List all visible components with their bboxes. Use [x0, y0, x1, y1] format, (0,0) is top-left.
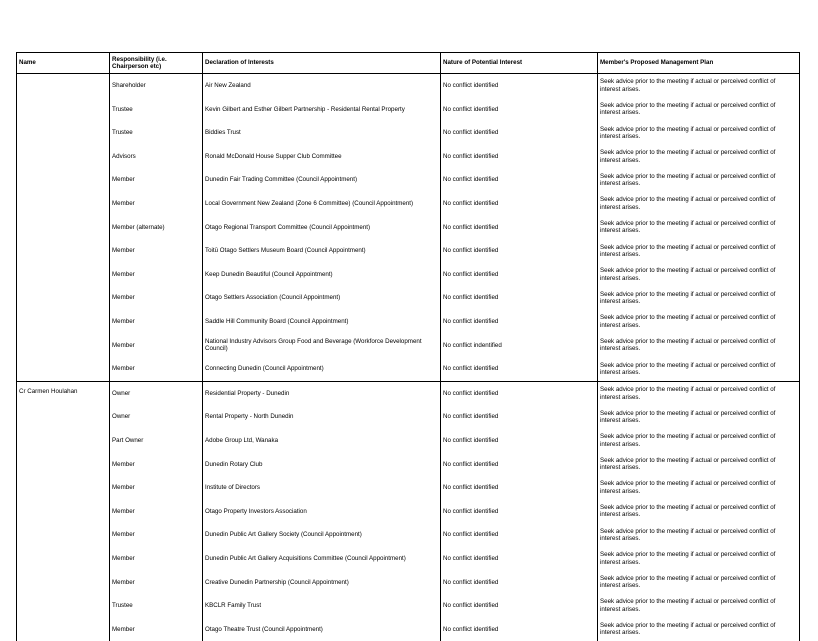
cell-name [17, 98, 110, 122]
cell-responsibility: Member [110, 192, 203, 216]
table-row [17, 500, 800, 524]
cell-plan: Seek advice prior to the meeting if actual or perceived conflict of interest arises. [598, 523, 800, 547]
cell-plan: Seek advice prior to the meeting if actual or perceived conflict of interest arises. [598, 310, 800, 334]
cell-name [17, 594, 110, 618]
cell-declaration: Kevin Gilbert and Esther Gilbert Partnership - Residental Rental Property [203, 98, 441, 122]
cell-name [17, 570, 110, 594]
cell-nature: No conflict identified [441, 476, 598, 500]
cell-name [17, 145, 110, 169]
cell-plan: Seek advice prior to the meeting if actual or perceived conflict of interest arises. [598, 618, 800, 641]
cell-declaration: Air New Zealand [203, 74, 441, 98]
cell-declaration: Biddies Trust [203, 121, 441, 145]
cell-plan: Seek advice prior to the meeting if actual or perceived conflict of interest arises. [598, 500, 800, 524]
table-row [17, 145, 800, 169]
cell-plan: Seek advice prior to the meeting if actual or perceived conflict of interest arises. [598, 239, 800, 263]
cell-declaration: National Industry Advisors Group Food and Beverage (Workforce Development Council) [203, 334, 441, 358]
cell-declaration: Otago Property Investors Association [203, 500, 441, 524]
cell-name [17, 216, 110, 240]
cell-responsibility: Member [110, 618, 203, 641]
cell-name [17, 310, 110, 334]
cell-nature: No conflict identified [441, 570, 598, 594]
cell-name [17, 239, 110, 263]
cell-responsibility: Trustee [110, 121, 203, 145]
cell-declaration: Adobe Group Ltd, Wanaka [203, 429, 441, 453]
cell-responsibility: Owner [110, 405, 203, 429]
header-name: Name [17, 53, 110, 74]
cell-name [17, 334, 110, 358]
cell-responsibility: Member [110, 476, 203, 500]
cell-responsibility: Member [110, 168, 203, 192]
cell-name [17, 192, 110, 216]
cell-responsibility: Advisors [110, 145, 203, 169]
cell-plan: Seek advice prior to the meeting if actual or perceived conflict of interest arises. [598, 121, 800, 145]
cell-responsibility: Trustee [110, 594, 203, 618]
table-row [17, 594, 800, 618]
table-row [17, 239, 800, 263]
cell-declaration: Dunedin Public Art Gallery Acquisitions Committee (Council Appointment) [203, 547, 441, 571]
cell-nature: No conflict identified [441, 216, 598, 240]
cell-nature: No conflict identified [441, 74, 598, 98]
cell-nature: No conflict identified [441, 547, 598, 571]
table-row [17, 192, 800, 216]
cell-name [17, 429, 110, 453]
cell-nature: No conflict identified [441, 357, 598, 381]
cell-responsibility: Member [110, 357, 203, 381]
cell-name [17, 263, 110, 287]
table-row [17, 618, 800, 641]
table-row [17, 216, 800, 240]
cell-name [17, 405, 110, 429]
cell-responsibility: Part Owner [110, 429, 203, 453]
cell-responsibility: Member [110, 334, 203, 358]
cell-responsibility: Member [110, 547, 203, 571]
cell-name [17, 168, 110, 192]
cell-name [17, 476, 110, 500]
cell-nature: No conflict indentified [441, 334, 598, 358]
table-row [17, 357, 800, 381]
cell-responsibility: Trustee [110, 98, 203, 122]
cell-declaration: Rental Property - North Dunedin [203, 405, 441, 429]
cell-responsibility: Owner [110, 381, 203, 405]
table-row [17, 168, 800, 192]
cell-nature: No conflict identified [441, 145, 598, 169]
cell-nature: No conflict identified [441, 523, 598, 547]
header-plan: Member's Proposed Management Plan [598, 53, 800, 74]
cell-declaration: Toitū Otago Settlers Museum Board (Council Appointment) [203, 239, 441, 263]
cell-responsibility: Member [110, 570, 203, 594]
header-declaration: Declaration of Interests [203, 53, 441, 74]
cell-plan: Seek advice prior to the meeting if actual or perceived conflict of interest arises. [598, 334, 800, 358]
cell-plan: Seek advice prior to the meeting if actual or perceived conflict of interest arises. [598, 357, 800, 381]
cell-name [17, 547, 110, 571]
cell-declaration: Dunedin Rotary Club [203, 453, 441, 477]
cell-name [17, 453, 110, 477]
cell-declaration: Local Government New Zealand (Zone 6 Committee) (Council Appointment) [203, 192, 441, 216]
table-row [17, 453, 800, 477]
table-row [17, 310, 800, 334]
cell-name [17, 121, 110, 145]
cell-plan: Seek advice prior to the meeting if actual or perceived conflict of interest arises. [598, 453, 800, 477]
cell-responsibility: Member [110, 310, 203, 334]
cell-name: Cr Carmen Houlahan [17, 381, 110, 405]
table-row [17, 263, 800, 287]
cell-nature: No conflict identified [441, 500, 598, 524]
cell-declaration: Residential Property - Dunedin [203, 381, 441, 405]
header-responsibility: Responsibility (i.e. Chairperson etc) [110, 53, 203, 74]
cell-plan: Seek advice prior to the meeting if actual or perceived conflict of interest arises. [598, 145, 800, 169]
cell-plan: Seek advice prior to the meeting if actual or perceived conflict of interest arises. [598, 263, 800, 287]
cell-nature: No conflict identified [441, 192, 598, 216]
table-row [17, 74, 800, 98]
cell-plan: Seek advice prior to the meeting if actual or perceived conflict of interest arises. [598, 594, 800, 618]
cell-responsibility: Member [110, 500, 203, 524]
table-row [17, 570, 800, 594]
cell-declaration: Otago Regional Transport Committee (Council Appointment) [203, 216, 441, 240]
cell-plan: Seek advice prior to the meeting if actual or perceived conflict of interest arises. [598, 286, 800, 310]
declaration-of-interests-table [16, 52, 800, 641]
cell-declaration: Connecting Dunedin (Council Appointment) [203, 357, 441, 381]
cell-name [17, 500, 110, 524]
cell-declaration: Otago Settlers Association (Council Appointment) [203, 286, 441, 310]
cell-responsibility: Member [110, 453, 203, 477]
table-row [17, 286, 800, 310]
table-row [17, 547, 800, 571]
table-row [17, 98, 800, 122]
cell-plan: Seek advice prior to the meeting if actual or perceived conflict of interest arises. [598, 216, 800, 240]
cell-nature: No conflict identified [441, 286, 598, 310]
cell-name [17, 523, 110, 547]
table-row [17, 381, 800, 405]
cell-responsibility: Shareholder [110, 74, 203, 98]
cell-declaration: Creative Dunedin Partnership (Council Appointment) [203, 570, 441, 594]
header-nature: Nature of Potential Interest [441, 53, 598, 74]
cell-plan: Seek advice prior to the meeting if actual or perceived conflict of interest arises. [598, 405, 800, 429]
table-body [17, 74, 800, 641]
table-row [17, 476, 800, 500]
table-row [17, 334, 800, 358]
cell-responsibility: Member [110, 286, 203, 310]
cell-nature: No conflict identified [441, 594, 598, 618]
table-row [17, 405, 800, 429]
table-row [17, 429, 800, 453]
cell-plan: Seek advice prior to the meeting if actual or perceived conflict of interest arises. [598, 547, 800, 571]
cell-name [17, 74, 110, 98]
cell-plan: Seek advice prior to the meeting if actual or perceived conflict of interest arises. [598, 98, 800, 122]
table-row [17, 523, 800, 547]
cell-plan: Seek advice prior to the meeting if actual or perceived conflict of interest arises. [598, 476, 800, 500]
cell-name [17, 286, 110, 310]
cell-declaration: Dunedin Public Art Gallery Society (Council Appointment) [203, 523, 441, 547]
cell-plan: Seek advice prior to the meeting if actual or perceived conflict of interest arises. [598, 168, 800, 192]
cell-responsibility: Member [110, 239, 203, 263]
cell-nature: No conflict identified [441, 168, 598, 192]
cell-nature: No conflict identified [441, 310, 598, 334]
cell-name [17, 357, 110, 381]
cell-declaration: KBCLR Family Trust [203, 594, 441, 618]
cell-nature: No conflict identified [441, 429, 598, 453]
cell-nature: No conflict identified [441, 98, 598, 122]
cell-responsibility: Member [110, 523, 203, 547]
cell-responsibility: Member [110, 263, 203, 287]
cell-declaration: Keep Dunedin Beautiful (Council Appointment) [203, 263, 441, 287]
cell-nature: No conflict identified [441, 239, 598, 263]
cell-plan: Seek advice prior to the meeting if actual or perceived conflict of interest arises. [598, 429, 800, 453]
cell-plan: Seek advice prior to the meeting if actual or perceived conflict of interest arises. [598, 74, 800, 98]
cell-declaration: Otago Theatre Trust (Council Appointment) [203, 618, 441, 641]
cell-plan: Seek advice prior to the meeting if actual or perceived conflict of interest arises. [598, 570, 800, 594]
cell-name [17, 618, 110, 641]
table-header-row [17, 53, 800, 74]
table-row [17, 121, 800, 145]
cell-nature: No conflict identified [441, 381, 598, 405]
cell-declaration: Dunedin Fair Trading Committee (Council Appointment) [203, 168, 441, 192]
cell-declaration: Institute of Directors [203, 476, 441, 500]
cell-plan: Seek advice prior to the meeting if actual or perceived conflict of interest arises. [598, 381, 800, 405]
cell-declaration: Ronald McDonald House Supper Club Committee [203, 145, 441, 169]
cell-plan: Seek advice prior to the meeting if actual or perceived conflict of interest arises. [598, 192, 800, 216]
cell-nature: No conflict identified [441, 121, 598, 145]
cell-nature: No conflict identified [441, 405, 598, 429]
cell-declaration: Saddle Hill Community Board (Council Appointment) [203, 310, 441, 334]
cell-nature: No conflict identified [441, 618, 598, 641]
cell-responsibility: Member (alternate) [110, 216, 203, 240]
cell-nature: No conflict identified [441, 263, 598, 287]
cell-nature: No conflict identified [441, 453, 598, 477]
